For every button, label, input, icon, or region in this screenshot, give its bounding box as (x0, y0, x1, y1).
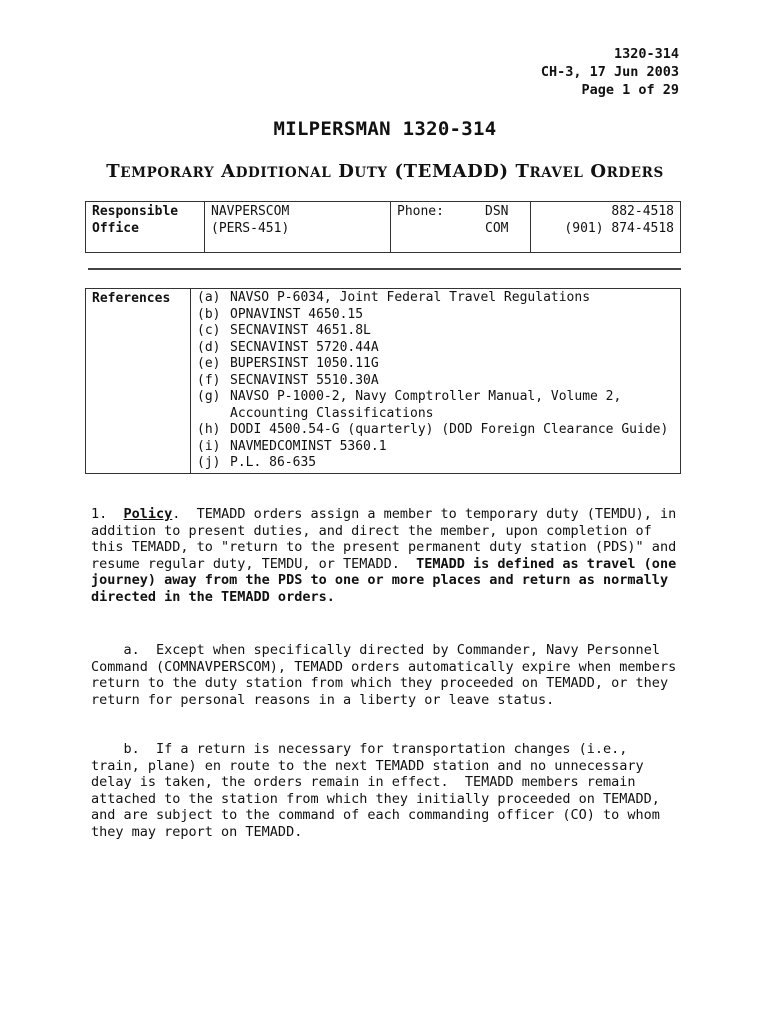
ref-text: SECNAVINST 5510.30A (230, 372, 379, 388)
subtitle-word: EMPORARY (120, 165, 215, 181)
phone-label: Phone: (397, 204, 444, 219)
subtitle-word: (TEMADD) (394, 161, 509, 182)
subtitle-word: A (221, 161, 236, 182)
policy-intro: . TEMADD orders assign a member to temporary duty (TEMDU), in addition to present duties, and direct the member, upon completion of this TEMADD, to "return to the present permanent duty station (PDS)" and resume regular duty, TEMDU, or TEMADD. (91, 506, 685, 572)
table-row (86, 202, 681, 253)
list-item (197, 455, 674, 472)
ref-key: (h) (197, 422, 221, 437)
phone-lines: DSN COM (485, 204, 509, 236)
paragraph-b: b. If a return is necessary for transportation changes (i.e., train, plane) en route to the next TEMADD station and no unnecessary delay is taken, the orders remain in effect. TEMADD members remain attached to the station from which they initially proceeded on TEMADD, and are subject to the command of each commanding officer (CO) to whom they may report on TEMADD. (91, 741, 669, 840)
ref-text: P.L. 86-635 (230, 455, 317, 470)
policy-paragraph (91, 506, 685, 605)
ref-key: (f) (197, 372, 221, 388)
office-org: NAVPERSCOM (PERS-451) (205, 202, 391, 253)
change-date: CH-3, 17 Jun 2003 (540, 64, 679, 80)
page-header (541, 45, 679, 99)
responsible-office-table (85, 201, 681, 253)
subtitle-word: DDITIONAL (235, 165, 332, 181)
policy-heading: Policy (123, 506, 173, 522)
ref-key: (c) (197, 323, 221, 338)
ref-text: DODI 4500.54-G (quarterly) (DOD Foreign Clearance Guide) (230, 422, 669, 437)
office-label: Responsible Office (86, 202, 205, 253)
page-title: MILPERSMAN 1320-314 (273, 118, 497, 140)
subtitle-word: RDERS (606, 165, 664, 181)
ref-key: (d) (197, 339, 221, 355)
list-item (197, 307, 674, 324)
policy-number: 1. (91, 506, 124, 522)
subtitle-word: T (106, 161, 121, 182)
list-item (197, 439, 674, 456)
list-item (197, 373, 674, 390)
ref-text: OPNAVINST 4650.15 (230, 306, 364, 322)
subtitle-word: T (515, 161, 530, 182)
ref-key: (g) (197, 389, 221, 404)
list-item (197, 389, 674, 422)
subtitle-word: UTY (354, 165, 388, 181)
table-row (86, 289, 681, 474)
policy-definition: TEMADD is defined as travel (one journey) away from the PDS to one or more places and return as normally directed in the TEMADD orders. (91, 555, 685, 605)
ref-text: BUPERSINST 1050.11G (230, 356, 379, 371)
references-table (85, 288, 681, 474)
ref-key: (e) (197, 356, 221, 371)
phone-numbers: 882-4518 (901) 874-4518 (531, 202, 681, 253)
list-item (197, 323, 674, 340)
ref-text: NAVMEDCOMINST 5360.1 (230, 438, 387, 454)
list-item (197, 422, 674, 439)
paragraph-a: a. Except when specifically directed by Commander, Navy Personnel Command (COMNAVPERSCOM), TEMADD orders automatically expire when members return to the duty station from which they proceeded on TEMADD, or they return for personal reasons in a liberty or leave status. (91, 642, 685, 708)
list-item (197, 356, 674, 373)
ref-text: NAVSO P-1000-2, Navy Comptroller Manual, Volume 2, Accounting Classifications (230, 389, 622, 421)
doc-number: 1320-314 (613, 46, 679, 62)
subtitle-word: D (338, 161, 355, 182)
phone-cell (391, 202, 531, 253)
divider (88, 268, 681, 270)
ref-text: SECNAVINST 5720.44A (230, 339, 379, 355)
ref-key: (b) (197, 306, 221, 322)
page-subtitle (0, 161, 770, 182)
ref-text: NAVSO P-6034, Joint Federal Travel Regulations (230, 290, 591, 305)
ref-key: (a) (197, 290, 221, 305)
page-number: Page 1 of 29 (581, 82, 679, 98)
list-item (197, 340, 674, 357)
ref-key: (j) (197, 455, 221, 470)
references-label: References (86, 289, 191, 474)
ref-text: SECNAVINST 4651.8L (230, 323, 371, 338)
list-item (197, 290, 674, 307)
ref-key: (i) (197, 438, 221, 454)
subtitle-word: O (590, 161, 607, 182)
subtitle-word: RAVEL (529, 165, 584, 181)
references-list (191, 289, 681, 474)
